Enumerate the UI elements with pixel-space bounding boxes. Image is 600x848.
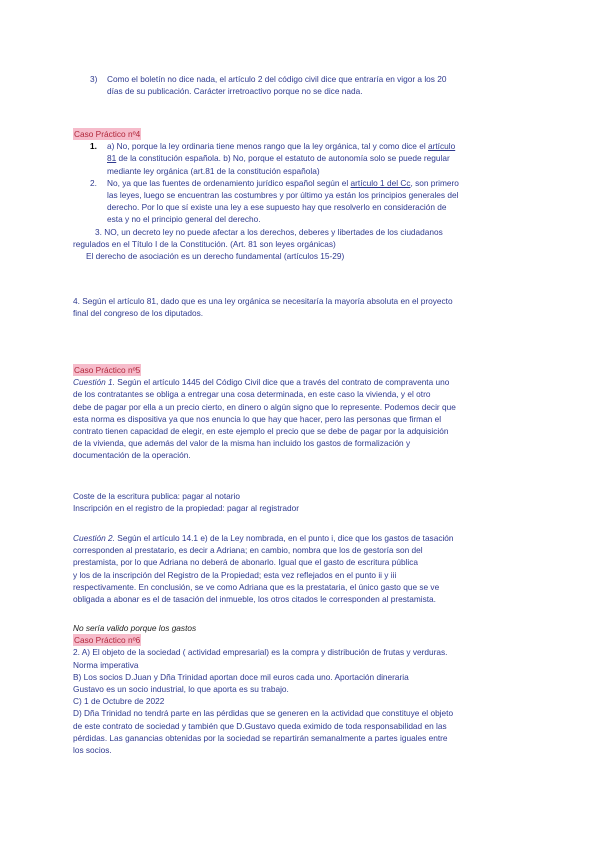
item-number: 3) xyxy=(90,74,98,84)
caso-4-item-2: 2. No, ya que las fuentes de ordenamiento jurídico español según el artículo 1 del Cc, son primero las leyes, luego se encuentran las costumbres y por último ya están los principios generales del derecho. Por lo que sí existe una ley a ese supuesto hay que resolverlo en consideración de esta y no el principio general del derecho. xyxy=(90,177,459,225)
caso-4-item-1: 1. a) No, porque la ley ordinaria tiene menos rango que la ley orgánica, tal y como dice el artículo 81 de la constitución española. b) No, porque el estatuto de autonomía solo se puede regular mediante ley orgánica (art.81 de la constitución española) xyxy=(90,141,456,176)
costes-block xyxy=(73,490,528,514)
question-label: Cuestión 2. xyxy=(73,533,115,543)
coste-escritura: Coste de la escritura publica: pagar al notario xyxy=(73,491,240,501)
item-3-line-1: Como el boletín no dice nada, el artículo 2 del código civil dice que entraría en vigor a los 20 xyxy=(107,74,447,84)
caso-5-heading: Caso Práctico nº5 xyxy=(74,365,141,375)
item-number: 1. xyxy=(90,141,97,152)
caso-6-heading: Caso Práctico nº6 xyxy=(74,635,141,646)
caso-4-section xyxy=(73,128,528,262)
caso-4-item-3: 3. NO, un decreto ley no puede afectar a los derechos, deberes y libertades de los ciudadanos regulados en el Título I de la Constitución. (Art. 81 son leyes orgánicas) El derecho de asociación es un derecho fundamental (artículos 15-29) xyxy=(73,226,443,262)
article-link[interactable]: artículo xyxy=(428,141,456,152)
question-label: Cuestión 1. xyxy=(73,377,115,388)
caso-5-section: Caso Práctico nº5 Cuestión 1. Según el artículo 1445 del Código Civil dice que a través del contrato de compraventa uno de los contratantes se obliga a entregar una cosa determinada, en este caso la vivienda, y el otro debe de pagar por ella a un precio cierto, en dinero o algún signo que lo represente. Podemos decir que esta norma es dispositiva ya que nos enuncia lo que hay que hacer, pero las personas que firman el contrato tienen capacidad de elegir, en este ejemplo el precio que se debe de pagar por la adquisición de la vivienda, que además del valor de la misma han incluido los gastos de formalización y documentación de la operación. xyxy=(73,365,456,461)
coste-inscripcion: Inscripción en el registro de la propiedad: pagar al registrador xyxy=(73,503,299,514)
caso-4-heading: Caso Práctico nº4 xyxy=(74,129,141,139)
article-link[interactable]: 81 xyxy=(107,153,117,164)
caso-4-item-4: 4. Según el artículo 81, dado que es una ley orgánica se necesitaría la mayoría absoluta en el proyecto final del congreso de los diputados. xyxy=(73,296,453,319)
article-link[interactable]: artículo 1 del Cc xyxy=(350,177,411,188)
caso-6-section: No sería valido porque los gastos Caso Práctico nº6 2. A) El objeto de la sociedad ( actividad empresarial) es la compra y distribución de frutas y verduras. Norma imperativa B) Los socios D.Juan y Dña Trinidad aportan doce mil euros cada uno. Aportación dineraria Gustavo es un socio industrial, lo que aporta es su trabajo. C) 1 de Octubre de 2022 D) Dña Trinidad no tendrá parte en las pérdidas que se generen en la actividad que constituye el objeto de este contrato de sociedad y también que D.Gustavo queda eximido de toda responsabilidad en las pérdidas. Las ganancias obtenidas por la sociedad se repartirán semanalmente a partes iguales entre los socios. xyxy=(73,622,528,756)
item-3-line-2: días de su publicación. Carácter irretroactivo porque no se dice nada. xyxy=(107,86,363,97)
note-text: No sería valido porque los gastos xyxy=(73,623,197,633)
caso-5-question-2: Cuestión 2. Según el artículo 14.1 e) de la Ley nombrada, en el punto i, dice que los gastos de tasación corresponden al prestatario, es decir a Adriana; en cambio, nombra que los de gestoría son del prestamista, por lo que Adriana no deberá de abonarlo. Igual que el gasto de escritura pública y los de la inscripción del Registro de la Propiedad; esta vez reflejados en el punto ii y iii respectivamente. En conclusión, se ve como Adriana que es la prestataria, el único gasto que se ve obligada a abonar es el de tasación del inmueble, los otros citados le corresponden al prestamista. xyxy=(73,533,454,605)
item-number: 2. xyxy=(90,177,97,188)
item-3 xyxy=(73,73,528,97)
